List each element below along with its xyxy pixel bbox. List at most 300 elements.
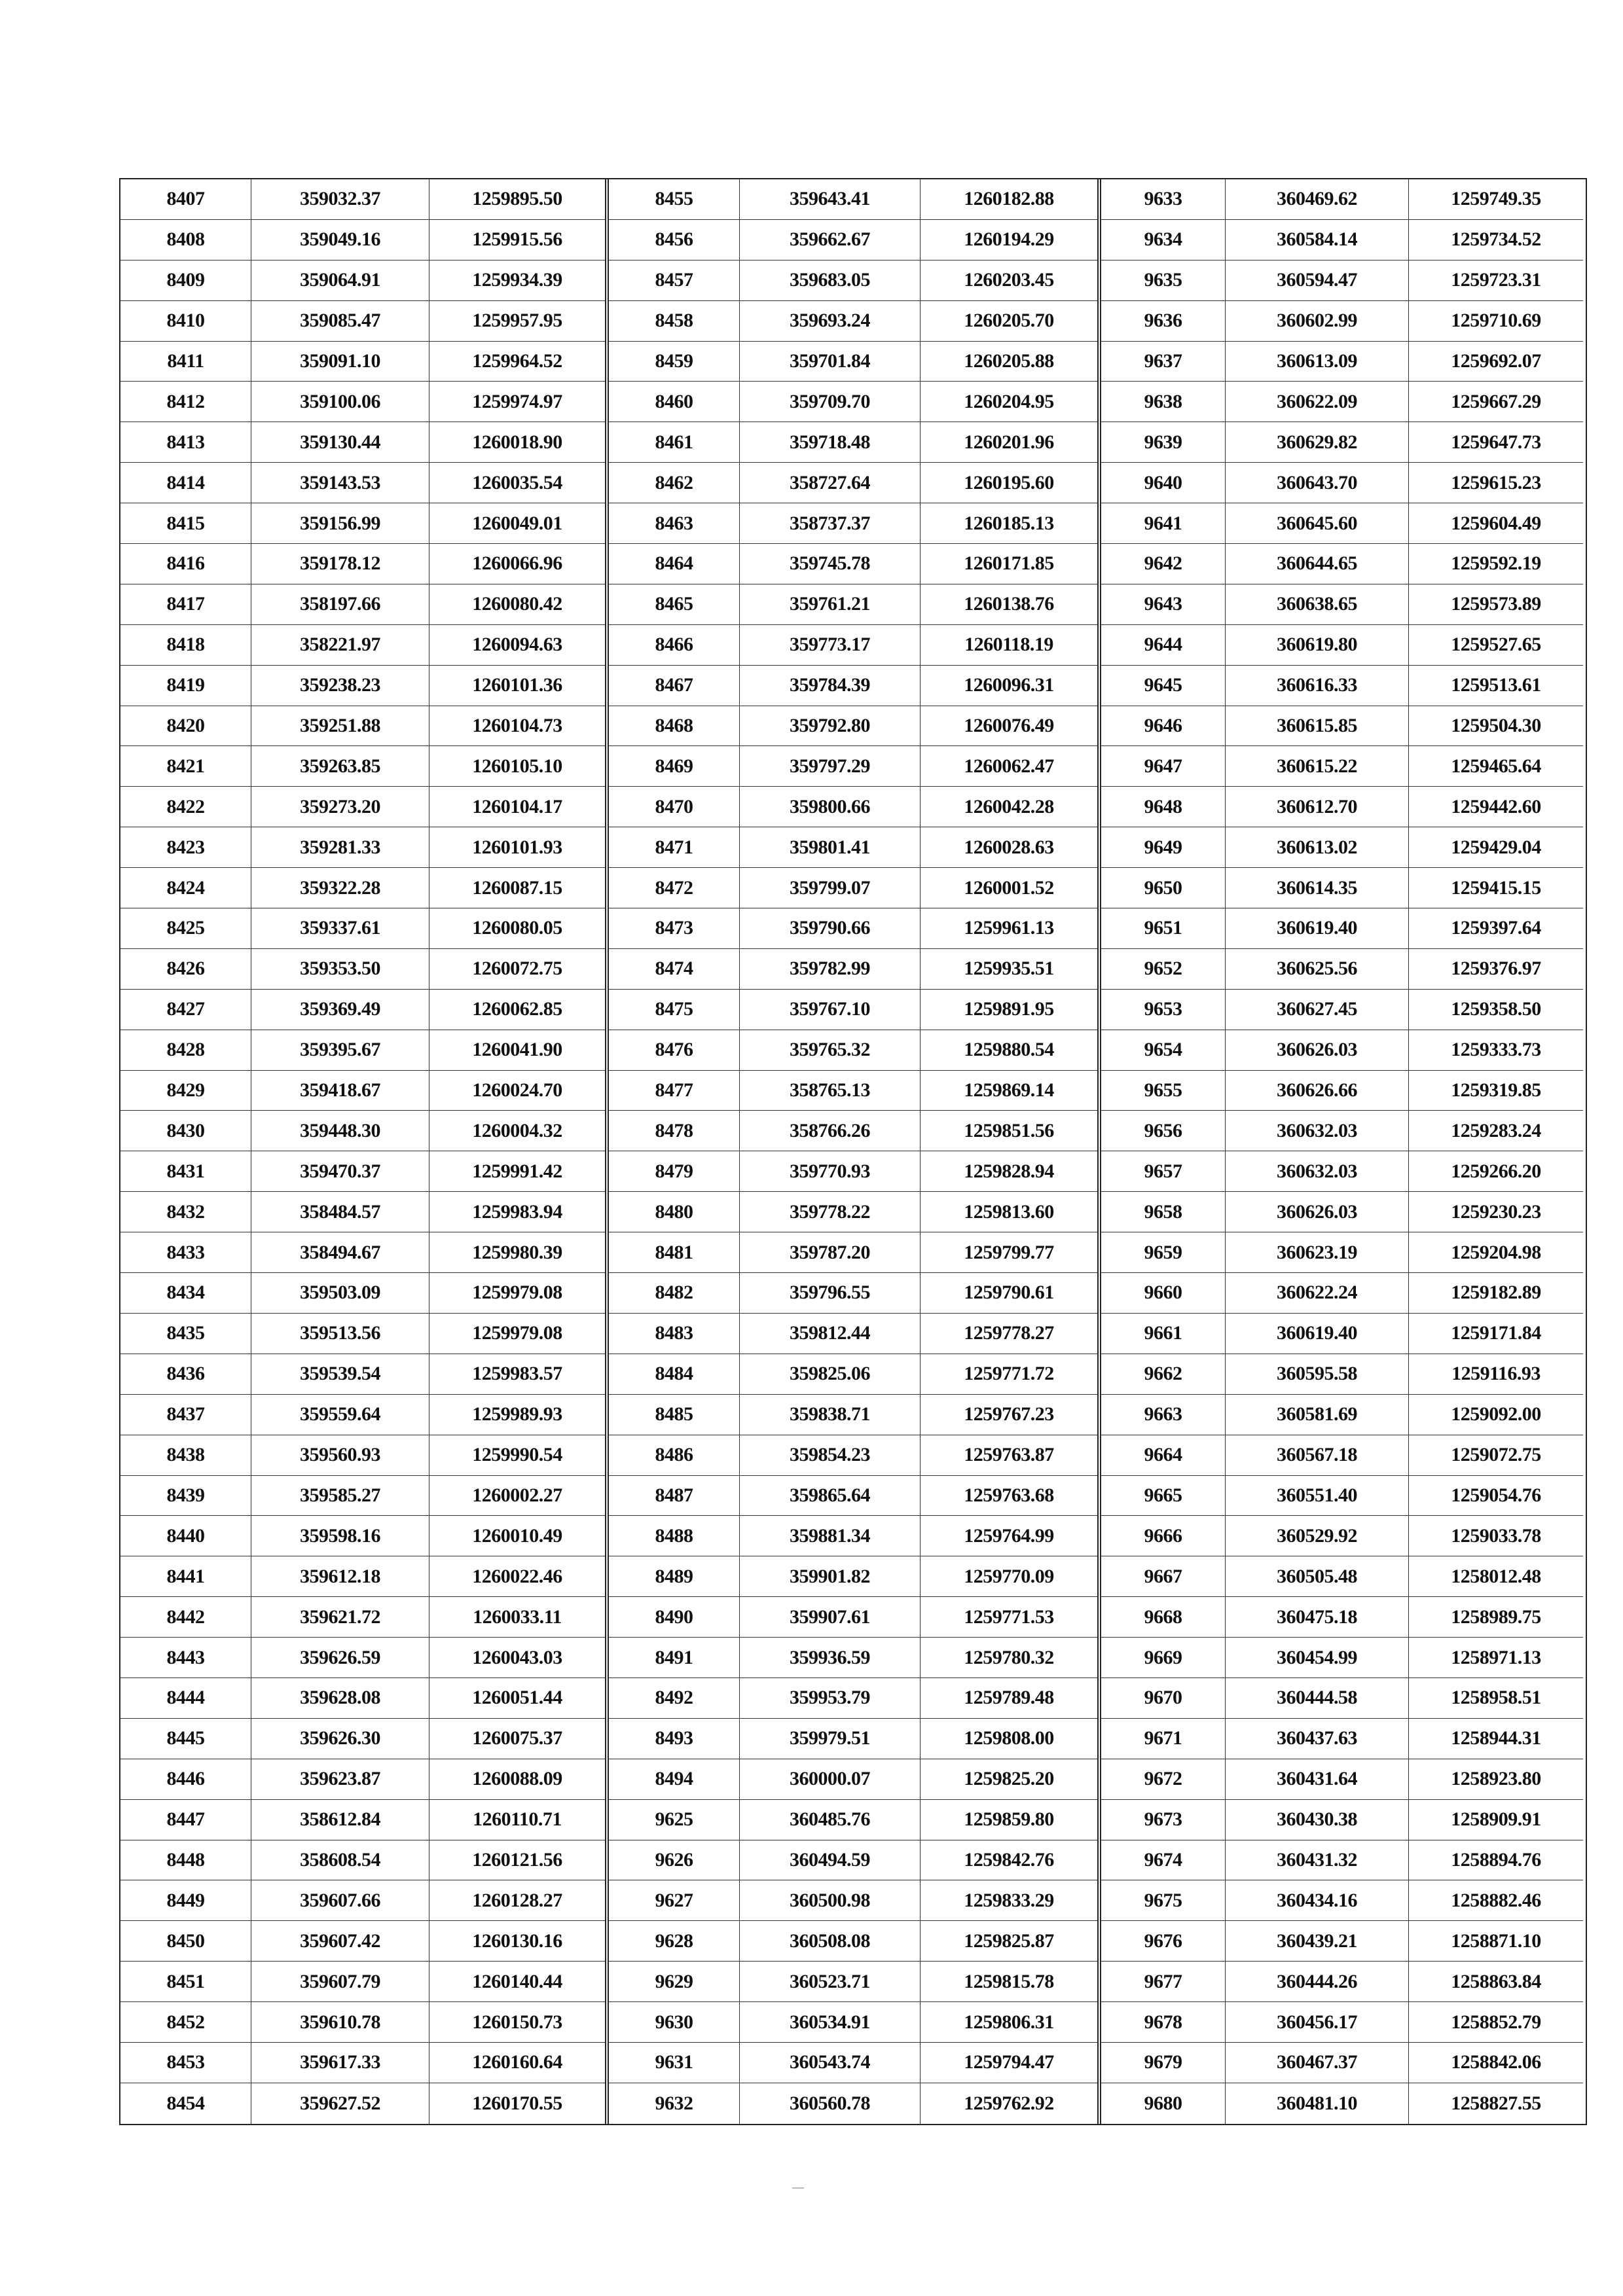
y-coordinate-cell: 1259833.29	[921, 1880, 1097, 1921]
point-number-cell: 9652	[1101, 949, 1226, 990]
point-number-cell: 9674	[1101, 1840, 1226, 1881]
point-number-cell: 9643	[1101, 584, 1226, 625]
x-coordinate-cell: 360632.03	[1226, 1151, 1409, 1192]
y-coordinate-cell: 1259915.56	[429, 220, 605, 260]
y-coordinate-cell: 1258842.06	[1409, 2043, 1583, 2083]
point-number-cell: 8446	[120, 1759, 251, 1800]
point-number-cell: 8440	[120, 1516, 251, 1556]
x-coordinate-cell: 359770.93	[740, 1151, 921, 1192]
x-coordinate-cell: 359800.66	[740, 787, 921, 827]
point-number-cell: 8464	[609, 544, 740, 584]
y-coordinate-cell: 1259723.31	[1409, 260, 1583, 301]
y-coordinate-cell: 1259961.13	[921, 908, 1097, 949]
x-coordinate-cell: 360560.78	[740, 2083, 921, 2124]
point-number-cell: 8486	[609, 1435, 740, 1476]
point-number-cell: 8442	[120, 1597, 251, 1638]
y-coordinate-cell: 1259964.52	[429, 342, 605, 382]
point-number-cell: 9631	[609, 2043, 740, 2083]
point-number-cell: 9649	[1101, 827, 1226, 868]
point-number-cell: 9627	[609, 1880, 740, 1921]
x-coordinate-cell: 360444.58	[1226, 1678, 1409, 1719]
x-coordinate-cell: 358737.37	[740, 503, 921, 544]
point-number-cell: 8481	[609, 1232, 740, 1273]
y-coordinate-cell: 1259934.39	[429, 260, 605, 301]
x-coordinate-cell: 359626.59	[251, 1638, 429, 1678]
x-coordinate-cell: 360581.69	[1226, 1395, 1409, 1435]
point-number-cell: 9666	[1101, 1516, 1226, 1556]
x-coordinate-cell: 360534.91	[740, 2002, 921, 2043]
point-number-cell: 8414	[120, 463, 251, 503]
point-number-cell: 8420	[120, 706, 251, 747]
x-coordinate-cell: 358197.66	[251, 584, 429, 625]
y-coordinate-cell: 1259592.19	[1409, 544, 1583, 584]
x-coordinate-cell: 359143.53	[251, 463, 429, 503]
x-coordinate-cell: 360485.76	[740, 1800, 921, 1840]
x-coordinate-cell: 360481.10	[1226, 2083, 1409, 2124]
y-coordinate-cell: 1260076.49	[921, 706, 1097, 747]
y-coordinate-cell: 1259604.49	[1409, 503, 1583, 544]
x-coordinate-cell: 359881.34	[740, 1516, 921, 1556]
y-coordinate-cell: 1260075.37	[429, 1719, 605, 1759]
point-number-cell: 8450	[120, 1921, 251, 1962]
coordinate-table	[119, 178, 1587, 2125]
x-coordinate-cell: 358494.67	[251, 1232, 429, 1273]
point-number-cell: 9648	[1101, 787, 1226, 827]
point-number-cell: 8418	[120, 625, 251, 666]
point-number-cell: 8457	[609, 260, 740, 301]
y-coordinate-cell: 1260104.17	[429, 787, 605, 827]
y-coordinate-cell: 1259429.04	[1409, 827, 1583, 868]
x-coordinate-cell: 360523.71	[740, 1962, 921, 2002]
x-coordinate-cell: 359787.20	[740, 1232, 921, 1273]
y-coordinate-cell: 1260042.28	[921, 787, 1097, 827]
table-block-2	[605, 179, 1097, 2124]
y-coordinate-cell: 1260101.93	[429, 827, 605, 868]
y-coordinate-cell: 1259842.76	[921, 1840, 1097, 1881]
x-coordinate-cell: 359585.27	[251, 1476, 429, 1516]
point-number-cell: 9642	[1101, 544, 1226, 584]
y-coordinate-cell: 1259828.94	[921, 1151, 1097, 1192]
x-coordinate-cell: 360627.45	[1226, 990, 1409, 1030]
point-number-cell: 9661	[1101, 1314, 1226, 1354]
y-coordinate-cell: 1260170.55	[472, 2092, 562, 2114]
x-coordinate-cell: 360500.98	[740, 1880, 921, 1921]
point-number-cell: 8413	[120, 422, 251, 463]
table-block-3	[1097, 179, 1583, 2124]
x-coordinate-cell: 359610.78	[251, 2002, 429, 2043]
point-number-cell: 9626	[609, 1840, 740, 1881]
x-coordinate-cell: 359337.61	[251, 908, 429, 949]
point-number-cell: 9654	[1101, 1030, 1226, 1071]
y-coordinate-cell: 1259990.54	[429, 1435, 605, 1476]
y-coordinate-cell: 1259415.15	[1409, 868, 1583, 908]
y-coordinate-cell: 1259734.52	[1409, 220, 1583, 260]
x-coordinate-cell: 360626.66	[1226, 1071, 1409, 1111]
y-coordinate-cell: 1260205.88	[921, 342, 1097, 382]
y-coordinate-cell: 1258882.46	[1409, 1880, 1583, 1921]
point-number-cell: 8484	[609, 1354, 740, 1395]
y-coordinate-cell: 1260088.09	[429, 1759, 605, 1800]
point-number-cell: 9644	[1101, 625, 1226, 666]
point-number-cell: 9667	[1101, 1556, 1226, 1597]
y-coordinate-cell: 1259790.61	[921, 1273, 1097, 1314]
y-coordinate-cell: 1259808.00	[921, 1719, 1097, 1759]
y-coordinate-cell: 1260094.63	[429, 625, 605, 666]
x-coordinate-cell: 358221.97	[251, 625, 429, 666]
point-number-cell: 8439	[120, 1476, 251, 1516]
y-coordinate-cell: 1259710.69	[1409, 301, 1583, 342]
x-coordinate-cell: 360623.19	[1226, 1232, 1409, 1273]
point-number-cell: 9677	[1101, 1962, 1226, 2002]
y-coordinate-cell: 1258989.75	[1409, 1597, 1583, 1638]
x-coordinate-cell: 359709.70	[740, 382, 921, 422]
x-coordinate-cell: 359621.72	[251, 1597, 429, 1638]
point-number-cell: 8452	[120, 2002, 251, 2043]
y-coordinate-cell: 1259974.97	[429, 382, 605, 422]
y-coordinate-cell: 1259815.78	[921, 1962, 1097, 2002]
x-coordinate-cell: 360613.02	[1226, 827, 1409, 868]
y-coordinate-cell: 1260201.96	[921, 422, 1097, 463]
x-coordinate-cell: 360619.40	[1226, 1314, 1409, 1354]
point-number-cell: 9632	[609, 2083, 740, 2124]
x-coordinate-cell: 358766.26	[740, 1111, 921, 1151]
point-number-cell: 9633	[1101, 179, 1226, 220]
x-coordinate-cell: 359901.82	[740, 1556, 921, 1597]
y-coordinate-cell: 1260204.95	[921, 382, 1097, 422]
x-coordinate-cell: 359612.18	[251, 1556, 429, 1597]
x-coordinate-cell: 359796.55	[740, 1273, 921, 1314]
y-coordinate-cell: 1259283.24	[1409, 1111, 1583, 1151]
y-coordinate-cell: 1259989.93	[429, 1395, 605, 1435]
point-number-cell: 9647	[1101, 746, 1226, 787]
y-coordinate-cell: 1260062.47	[921, 746, 1097, 787]
point-number-cell: 9671	[1101, 1719, 1226, 1759]
y-coordinate-cell: 1259647.73	[1409, 422, 1583, 463]
y-coordinate-cell: 1258894.76	[1409, 1840, 1583, 1881]
x-coordinate-cell: 359936.59	[740, 1638, 921, 1678]
x-coordinate-cell: 360454.99	[1226, 1638, 1409, 1678]
point-number-cell: 8488	[609, 1516, 740, 1556]
y-coordinate-cell: 1259806.31	[921, 2002, 1097, 2043]
x-coordinate-cell: 360622.24	[1226, 1273, 1409, 1314]
point-number-cell: 9636	[1101, 301, 1226, 342]
y-coordinate-cell: 1258827.55	[1451, 2092, 1541, 2114]
x-coordinate-cell: 359395.67	[251, 1030, 429, 1071]
y-coordinate-cell: 1259778.27	[921, 1314, 1097, 1354]
x-coordinate-cell: 360508.08	[740, 1921, 921, 1962]
point-number-cell: 8425	[120, 908, 251, 949]
point-number-cell: 8445	[120, 1719, 251, 1759]
x-coordinate-cell: 360614.35	[1226, 868, 1409, 908]
point-number-cell: 8437	[120, 1395, 251, 1435]
x-coordinate-cell: 359643.41	[740, 179, 921, 220]
y-coordinate-cell: 1260150.73	[429, 2002, 605, 2043]
y-coordinate-cell: 1260138.76	[921, 584, 1097, 625]
point-number-cell: 9672	[1101, 1759, 1226, 1800]
y-coordinate-cell: 1259054.76	[1409, 1476, 1583, 1516]
x-coordinate-cell: 360595.58	[1226, 1354, 1409, 1395]
x-coordinate-cell: 359865.64	[740, 1476, 921, 1516]
x-coordinate-cell: 360439.21	[1226, 1921, 1409, 1962]
point-number-cell: 8432	[120, 1192, 251, 1232]
x-coordinate-cell: 359838.71	[740, 1395, 921, 1435]
point-number-cell: 8479	[609, 1151, 740, 1192]
y-coordinate-cell: 1260185.13	[921, 503, 1097, 544]
x-coordinate-cell: 360431.32	[1226, 1840, 1409, 1881]
y-coordinate-cell: 1259771.72	[921, 1354, 1097, 1395]
x-coordinate-cell: 359701.84	[740, 342, 921, 382]
x-coordinate-cell: 359470.37	[251, 1151, 429, 1192]
point-number-cell: 9665	[1101, 1476, 1226, 1516]
x-coordinate-cell: 359792.80	[740, 706, 921, 747]
y-coordinate-cell: 1259771.53	[921, 1597, 1097, 1638]
x-coordinate-cell: 360644.65	[1226, 544, 1409, 584]
y-coordinate-cell: 1260118.19	[921, 625, 1097, 666]
x-coordinate-cell: 359281.33	[251, 827, 429, 868]
point-number-cell: 8460	[609, 382, 740, 422]
y-coordinate-cell: 1260002.27	[429, 1476, 605, 1516]
x-coordinate-cell: 359607.42	[251, 1921, 429, 1962]
point-number-cell: 8438	[120, 1435, 251, 1476]
y-coordinate-cell: 1260130.16	[429, 1921, 605, 1962]
x-coordinate-cell: 359767.10	[740, 990, 921, 1030]
point-number-cell: 9675	[1101, 1880, 1226, 1921]
point-number-cell: 9634	[1101, 220, 1226, 260]
y-coordinate-cell: 1260140.44	[429, 1962, 605, 2002]
point-number-cell: 9659	[1101, 1232, 1226, 1273]
x-coordinate-cell: 359100.06	[251, 382, 429, 422]
x-coordinate-cell: 360622.09	[1226, 382, 1409, 422]
point-number-cell: 8451	[120, 1962, 251, 2002]
point-number-cell: 9640	[1101, 463, 1226, 503]
x-coordinate-cell: 359238.23	[251, 666, 429, 706]
x-coordinate-cell: 360626.03	[1226, 1030, 1409, 1071]
x-coordinate-cell: 358608.54	[251, 1840, 429, 1881]
point-number-cell: 9658	[1101, 1192, 1226, 1232]
point-number-cell: 8463	[609, 503, 740, 544]
point-number-cell: 9635	[1101, 260, 1226, 301]
y-coordinate-cell: 1260203.45	[921, 260, 1097, 301]
y-coordinate-cell: 1259762.92	[964, 2092, 1054, 2114]
point-number-cell: 8492	[609, 1678, 740, 1719]
point-number-cell: 8453	[120, 2043, 251, 2083]
point-number-cell: 8424	[120, 868, 251, 908]
point-number-cell: 8472	[609, 868, 740, 908]
y-coordinate-cell: 1259979.08	[429, 1314, 605, 1354]
y-coordinate-cell: 1259770.09	[921, 1556, 1097, 1597]
y-coordinate-cell: 1259442.60	[1409, 787, 1583, 827]
point-number-cell: 8448	[120, 1840, 251, 1881]
y-coordinate-cell: 1259891.95	[921, 990, 1097, 1030]
point-number-cell: 9653	[1101, 990, 1226, 1030]
point-number-cell: 8410	[120, 301, 251, 342]
y-coordinate-cell: 1259749.35	[1409, 179, 1583, 220]
y-coordinate-cell: 1259092.00	[1409, 1395, 1583, 1435]
y-coordinate-cell: 1260104.73	[429, 706, 605, 747]
x-coordinate-cell: 360437.63	[1226, 1719, 1409, 1759]
y-coordinate-cell: 1260080.05	[429, 908, 605, 949]
y-coordinate-cell: 1259358.50	[1409, 990, 1583, 1030]
y-coordinate-cell: 1258971.13	[1409, 1638, 1583, 1678]
point-number-cell: 9641	[1101, 503, 1226, 544]
y-coordinate-cell: 1258944.31	[1409, 1719, 1583, 1759]
y-coordinate-cell: 1259983.57	[429, 1354, 605, 1395]
y-coordinate-cell: 1259780.32	[921, 1638, 1097, 1678]
y-coordinate-cell: 1260041.90	[429, 1030, 605, 1071]
y-coordinate-cell: 1260072.75	[429, 949, 605, 990]
y-coordinate-cell: 1260049.01	[429, 503, 605, 544]
y-coordinate-cell: 1260033.11	[429, 1597, 605, 1638]
y-coordinate-cell: 1259376.97	[1409, 949, 1583, 990]
point-number-cell: 8428	[120, 1030, 251, 1071]
x-coordinate-cell: 360000.07	[740, 1759, 921, 1800]
x-coordinate-cell: 360602.99	[1226, 301, 1409, 342]
point-number-cell: 8433	[120, 1232, 251, 1273]
point-number-cell: 8482	[609, 1273, 740, 1314]
y-coordinate-cell: 1259851.56	[921, 1111, 1097, 1151]
point-number-cell: 8490	[609, 1597, 740, 1638]
point-number-cell: 8480	[609, 1192, 740, 1232]
x-coordinate-cell: 359662.67	[740, 220, 921, 260]
y-coordinate-cell: 1260022.46	[429, 1556, 605, 1597]
point-number-cell: 8415	[120, 503, 251, 544]
y-coordinate-cell: 1260087.15	[429, 868, 605, 908]
point-number-cell: 8475	[609, 990, 740, 1030]
x-coordinate-cell: 360638.65	[1226, 584, 1409, 625]
point-number-cell: 8469	[609, 746, 740, 787]
point-number-cell: 8430	[120, 1111, 251, 1151]
y-coordinate-cell: 1260062.85	[429, 990, 605, 1030]
y-coordinate-cell: 1259980.39	[429, 1232, 605, 1273]
y-coordinate-cell: 1260205.70	[921, 301, 1097, 342]
y-coordinate-cell: 1258863.84	[1409, 1962, 1583, 2002]
point-number-cell: 8412	[120, 382, 251, 422]
x-coordinate-cell: 358484.57	[251, 1192, 429, 1232]
point-number-cell: 8436	[120, 1354, 251, 1395]
y-coordinate-cell: 1259869.14	[921, 1071, 1097, 1111]
y-coordinate-cell: 1258923.80	[1409, 1759, 1583, 1800]
x-coordinate-cell: 359539.54	[251, 1354, 429, 1395]
point-number-cell: 8459	[609, 342, 740, 382]
x-coordinate-cell: 359626.30	[251, 1719, 429, 1759]
x-coordinate-cell: 360543.74	[740, 2043, 921, 2083]
y-coordinate-cell: 1259204.98	[1409, 1232, 1583, 1273]
y-coordinate-cell: 1260028.63	[921, 827, 1097, 868]
x-coordinate-cell: 359091.10	[251, 342, 429, 382]
point-number-cell: 8434	[120, 1273, 251, 1314]
y-coordinate-cell: 1259979.08	[429, 1273, 605, 1314]
point-number-cell: 9668	[1101, 1597, 1226, 1638]
point-number-cell: 8485	[609, 1395, 740, 1435]
x-coordinate-cell: 358612.84	[251, 1800, 429, 1840]
point-number-cell: 9650	[1101, 868, 1226, 908]
x-coordinate-cell: 360619.80	[1226, 625, 1409, 666]
x-coordinate-cell: 360619.40	[1226, 908, 1409, 949]
point-number-cell: 9628	[609, 1921, 740, 1962]
y-coordinate-cell: 1259895.50	[429, 179, 605, 220]
y-coordinate-cell: 1259116.93	[1409, 1354, 1583, 1395]
point-number-cell: 8426	[120, 949, 251, 990]
y-coordinate-cell: 1258958.51	[1409, 1678, 1583, 1719]
y-coordinate-cell: 1259527.65	[1409, 625, 1583, 666]
y-coordinate-cell: 1260024.70	[429, 1071, 605, 1111]
x-coordinate-cell: 359683.05	[740, 260, 921, 301]
point-number-cell: 9660	[1101, 1273, 1226, 1314]
x-coordinate-cell: 360431.64	[1226, 1759, 1409, 1800]
y-coordinate-cell: 1259072.75	[1409, 1435, 1583, 1476]
point-number-cell: 8419	[120, 666, 251, 706]
x-coordinate-cell: 359607.79	[251, 1962, 429, 2002]
point-number-cell: 8421	[120, 746, 251, 787]
x-coordinate-cell: 359263.85	[251, 746, 429, 787]
point-number-cell: 9673	[1101, 1800, 1226, 1840]
point-number-cell: 8462	[609, 463, 740, 503]
point-number-cell: 9670	[1101, 1678, 1226, 1719]
y-coordinate-cell: 1260043.03	[429, 1638, 605, 1678]
x-coordinate-cell: 359628.08	[251, 1678, 429, 1719]
x-coordinate-cell: 359799.07	[740, 868, 921, 908]
x-coordinate-cell: 359156.99	[251, 503, 429, 544]
point-number-cell: 8416	[120, 544, 251, 584]
x-coordinate-cell: 359812.44	[740, 1314, 921, 1354]
point-number-cell: 8444	[120, 1678, 251, 1719]
y-coordinate-cell: 1260182.88	[921, 179, 1097, 220]
point-number-cell: 9680	[1101, 2083, 1226, 2124]
x-coordinate-cell: 360551.40	[1226, 1476, 1409, 1516]
x-coordinate-cell: 360626.03	[1226, 1192, 1409, 1232]
point-number-cell: 8458	[609, 301, 740, 342]
x-coordinate-cell: 360567.18	[1226, 1435, 1409, 1476]
point-number-cell: 9662	[1101, 1354, 1226, 1395]
x-coordinate-cell: 360475.18	[1226, 1597, 1409, 1638]
x-coordinate-cell: 359064.91	[251, 260, 429, 301]
y-coordinate-cell: 1259667.29	[1409, 382, 1583, 422]
y-coordinate-cell: 1258871.10	[1409, 1921, 1583, 1962]
y-coordinate-cell: 1259033.78	[1409, 1516, 1583, 1556]
y-coordinate-cell: 1259615.23	[1409, 463, 1583, 503]
point-number-cell: 9645	[1101, 666, 1226, 706]
x-coordinate-cell: 360505.48	[1226, 1556, 1409, 1597]
point-number-cell: 9646	[1101, 706, 1226, 747]
point-number-cell: 8477	[609, 1071, 740, 1111]
point-number-cell: 9637	[1101, 342, 1226, 382]
y-coordinate-cell: 1259799.77	[921, 1232, 1097, 1273]
y-coordinate-cell: 1260194.29	[921, 220, 1097, 260]
x-coordinate-cell: 359797.29	[740, 746, 921, 787]
x-coordinate-cell: 359273.20	[251, 787, 429, 827]
x-coordinate-cell: 359627.52	[251, 2083, 429, 2124]
y-coordinate-cell: 1259397.64	[1409, 908, 1583, 949]
y-coordinate-cell: 1260195.60	[921, 463, 1097, 503]
x-coordinate-cell: 360625.56	[1226, 949, 1409, 990]
point-number-cell: 9663	[1101, 1395, 1226, 1435]
point-number-cell: 8423	[120, 827, 251, 868]
point-number-cell: 8417	[120, 584, 251, 625]
y-coordinate-cell: 1260128.27	[429, 1880, 605, 1921]
x-coordinate-cell: 358727.64	[740, 463, 921, 503]
point-number-cell: 8408	[120, 220, 251, 260]
point-number-cell: 8489	[609, 1556, 740, 1597]
y-coordinate-cell: 1259767.23	[921, 1395, 1097, 1435]
x-coordinate-cell: 360434.16	[1226, 1880, 1409, 1921]
x-coordinate-cell: 359559.64	[251, 1395, 429, 1435]
point-number-cell: 8493	[609, 1719, 740, 1759]
point-number-cell: 8431	[120, 1151, 251, 1192]
x-coordinate-cell: 359801.41	[740, 827, 921, 868]
x-coordinate-cell: 359598.16	[251, 1516, 429, 1556]
x-coordinate-cell: 360613.09	[1226, 342, 1409, 382]
y-coordinate-cell: 1260018.90	[429, 422, 605, 463]
